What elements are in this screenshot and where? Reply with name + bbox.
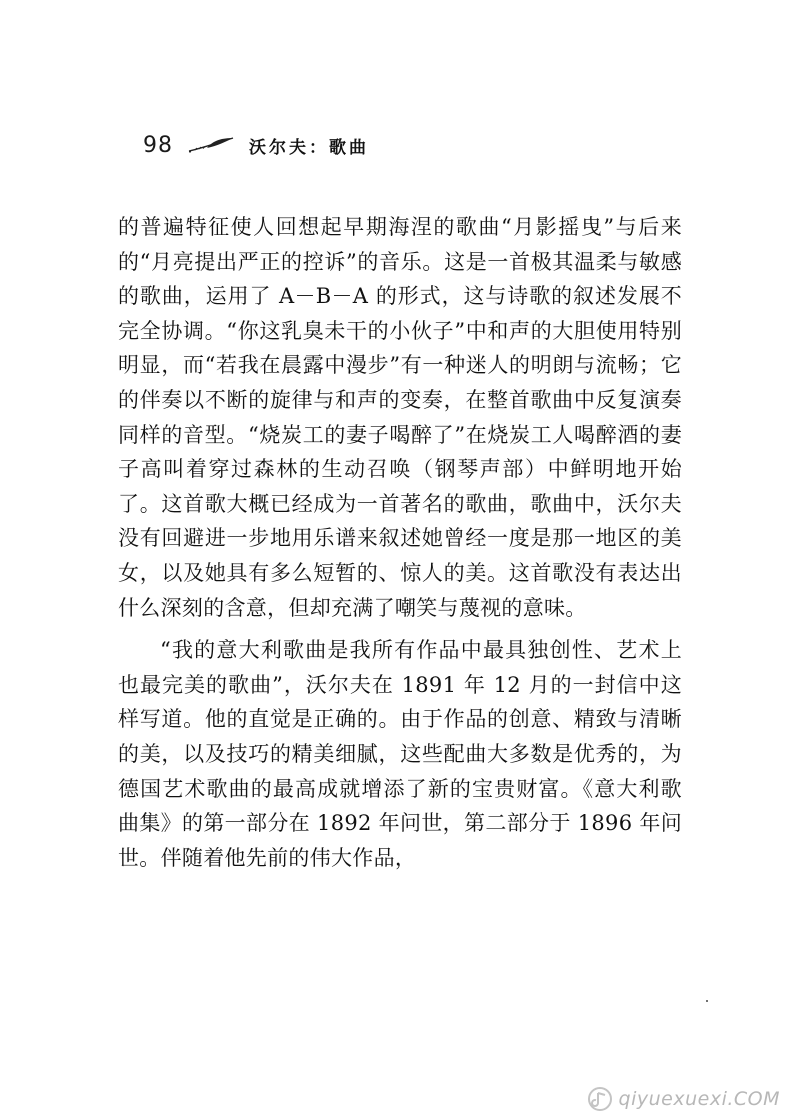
- body-text: [118, 210, 682, 875]
- paragraph-continued: 的普遍特征使人回想起早期海涅的歌曲“月影摇曳”与后来的“月亮提出严正的控诉”的音乐。这是一首极其温柔与敏感的歌曲，运用了 A－B－A 的形式，这与诗歌的叙述发展不完全协调。“你这乳臭未干的小伙子”中和声的大胆使用特别明显，而“若我在晨露中漫步”有一种迷人的明朗与流畅；它的伴奏以不断的旋律与和声的变奏，在整首歌曲中反复演奏同样的音型。“烧炭工的妻子喝醉了”在烧炭工人喝醉酒的妻子高叫着穿过森林的生动召唤（钢琴声部）中鲜明地开始了。这首歌大概已经成为一首著名的歌曲，歌曲中，沃尔夫没有回避进一步地用乐谱来叙述她曾经一度是那一地区的美女，以及她具有多么短暂的、惊人的美。这首歌没有表达出什么深刻的含意，但却充满了嘲笑与蔑视的意味。: [118, 215, 682, 620]
- page-header: [143, 128, 369, 162]
- stray-dot-mark: [706, 1000, 708, 1002]
- site-watermark: [587, 1086, 780, 1112]
- watermark-text: qiyuexuexi.COM: [618, 1088, 780, 1110]
- feather-quill-ornament-icon: [187, 134, 235, 156]
- page-number: 98: [143, 132, 173, 158]
- qiyuexuexi-logo-icon: [587, 1086, 613, 1112]
- running-title: 沃尔夫：歌曲: [249, 137, 369, 158]
- paragraph-italian-songs: “我的意大利歌曲是我所有作品中最具独创性、艺术上也最完美的歌曲”，沃尔夫在 1891 年 12 月的一封信中这样写道。他的直觉是正确的。由于作品的创意、精致与清晰的美，以及技巧的精美细腻，这些配曲大多数是优秀的，为德国艺术歌曲的最高成就增添了新的宝贵财富。《意大利歌曲集》的第一部分在 1892 年问世，第二部分于 1896 年问世。伴随着他先前的伟大作品，: [118, 638, 682, 870]
